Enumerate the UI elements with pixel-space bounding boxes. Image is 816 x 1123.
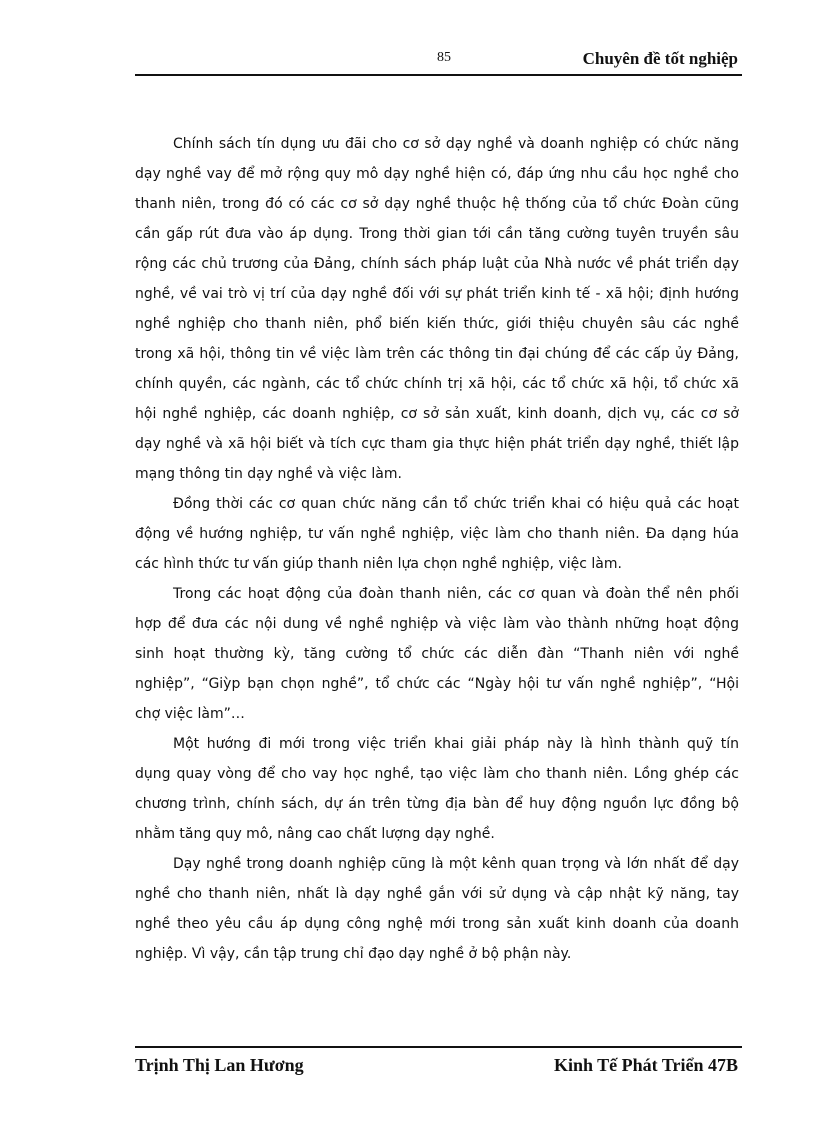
paragraph-1 xyxy=(135,129,739,489)
text-line: các hình thức tư vấn giúp thanh niên lựa chọn nghề nghiệp, việc làm. xyxy=(135,556,622,572)
text-line: Chính sách tín dụng ưu đãi cho cơ sở dạy nghề và doanh nghiệp có chức năng xyxy=(173,136,739,152)
text-line: động về hướng nghiệp, tư vấn nghề nghiệp, việc làm cho thanh niên. Đa dạng húa xyxy=(135,526,739,542)
text-line: hội nghề nghiệp, các doanh nghiệp, cơ sở sản xuất, kinh doanh, dịch vụ, các cơ sở xyxy=(135,406,739,422)
text-line: hợp để đưa các nội dung về nghề nghiệp và việc làm vào thành những hoạt động xyxy=(135,616,739,632)
text-line: chương trình, chính sách, dự án trên từng địa bàn để huy động nguồn lực đồng bộ xyxy=(135,796,739,812)
paragraph-2 xyxy=(135,489,739,579)
page-number: 85 xyxy=(437,50,451,65)
text-line: nghề theo yêu cầu áp dụng công nghệ mới trong sản xuất kinh doanh của doanh xyxy=(135,916,739,932)
text-line: nghiệp. Vì vậy, cần tập trung chỉ đạo dạy nghề ở bộ phận này. xyxy=(135,946,572,962)
document-title: Chuyên đề tốt nghiệp xyxy=(582,49,738,68)
text-line: thanh niên, trong đó có các cơ sở dạy nghề thuộc hệ thống của tổ chức Đoàn cũng xyxy=(135,196,739,212)
text-line: chính quyền, các ngành, các tổ chức chính trị xã hội, các tổ chức xã hội, tổ chức xã xyxy=(135,376,739,392)
paragraph-5 xyxy=(135,849,739,969)
text-line: dụng quay vòng để cho vay học nghề, tạo việc làm cho thanh niên. Lồng ghép các xyxy=(135,766,739,782)
text-line: sinh hoạt thường kỳ, tăng cường tổ chức các diễn đàn “Thanh niên với nghề xyxy=(135,646,739,662)
body-text xyxy=(135,129,739,969)
text-line: Trong các hoạt động của đoàn thanh niên, các cơ quan và đoàn thể nên phối xyxy=(173,586,739,602)
text-line: mạng thông tin dạy nghề và việc làm. xyxy=(135,466,402,482)
text-line: chợ việc làm”… xyxy=(135,706,245,722)
text-line: nghề cho thanh niên, nhất là dạy nghề gắn với sử dụng và cập nhật kỹ năng, tay xyxy=(135,886,739,902)
page-footer xyxy=(135,1046,742,1082)
text-line: Đồng thời các cơ quan chức năng cần tổ chức triển khai có hiệu quả các hoạt xyxy=(173,496,739,512)
text-line: cần gấp rút đưa vào áp dụng. Trong thời gian tới cần tăng cường tuyên truyền sâu xyxy=(135,226,739,242)
text-line: nghiệp”, “Giỳp bạn chọn nghề”, tổ chức các “Ngày hội tư vấn nghề nghiệp”, “Hội xyxy=(135,676,739,692)
text-line: dạy nghề và xã hội biết và tích cực tham gia thực hiện phát triển dạy nghề, thiết lập xyxy=(135,436,739,452)
text-line: nghề, về vai trò vị trí của dạy nghề đối với sự phát triển kinh tế - xã hội; định hướng xyxy=(135,286,739,302)
text-line: Dạy nghề trong doanh nghiệp cũng là một kênh quan trọng và lớn nhất để dạy xyxy=(173,856,739,872)
page-header xyxy=(135,48,742,76)
paragraph-3 xyxy=(135,579,739,729)
paragraph-4 xyxy=(135,729,739,849)
class-name: Kinh Tế Phát Triển 47B xyxy=(553,1055,738,1075)
author-name: Trịnh Thị Lan Hương xyxy=(135,1055,304,1075)
text-line: nghề nghiệp cho thanh niên, phổ biến kiến thức, giới thiệu chuyên sâu các nghề xyxy=(135,316,739,332)
text-line: dạy nghề vay để mở rộng quy mô dạy nghề hiện có, đáp ứng nhu cầu học nghề cho xyxy=(135,166,739,182)
text-line: rộng các chủ trương của Đảng, chính sách pháp luật của Nhà nước về phát triển dạy xyxy=(135,256,739,272)
text-line: nhằm tăng quy mô, nâng cao chất lượng dạy nghề. xyxy=(135,826,495,842)
text-line: trong xã hội, thông tin về việc làm trên các thông tin đại chúng để các cấp ủy Đảng, xyxy=(135,346,739,362)
text-line: Một hướng đi mới trong việc triển khai giải pháp này là hình thành quỹ tín xyxy=(173,736,739,752)
